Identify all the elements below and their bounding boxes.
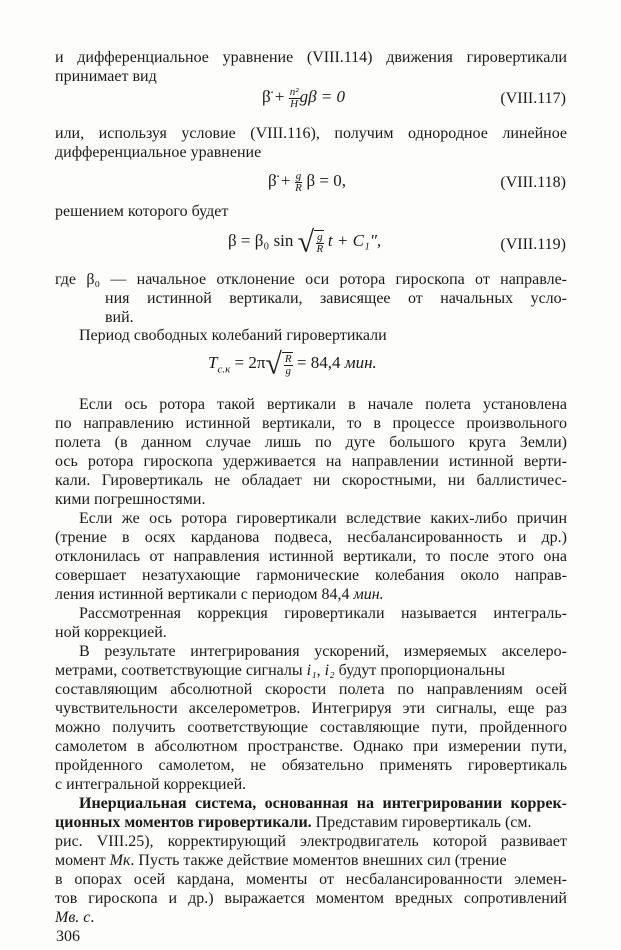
text-line: ционных моментов гировертикали. Представим гировертикаль (см. [55,814,532,831]
text-line: дифференциальное уравнение [55,144,262,161]
text-line: составляющим абсолютной скорости полета по направлениям осей [55,681,567,698]
text-line: пройденного самолетом, не обязательно применять гировертикаль [55,757,567,774]
equation-119: β = β₀ sin √ $\frac{g}{R}$ t + C₁″, [228,225,382,259]
text-line: момент Mк. Пусть также действие моментов внешних сил (трение [55,852,507,869]
equation-number: (VIII.119) [500,236,566,253]
text-line: можно получить соответствующие составляющие пути, пройденного [55,719,567,736]
text-line: кими погрешностями. [55,491,206,508]
equation-number: (VIII.118) [500,174,566,191]
text-line: ния истинной вертикали, зависящее от начальных усло- [105,290,567,307]
text-line: с интегральной коррекцией. [55,776,247,793]
section-heading: Инерциальная система, основанная на интегрировании коррек- [79,795,567,812]
text-line: полета (в данном случае лишь по дуге большого круга Земли) [55,434,567,451]
text-line: Если ось ротора такой вертикали в начале полета установлена [79,396,567,413]
text-line: или, используя условие (VIII.116), получим однородное линейное [55,125,567,142]
text-line: ления истинной вертикали с периодом 84,4 мин. [55,586,384,603]
text-line: Mв. с. [55,909,95,926]
text-line: Если же ось ротора гировертикали вследствие каких-либо причин [79,510,567,527]
text-line: В результате интегрирования ускорений, измеряемых акселеро- [79,643,567,660]
text-line: по направлению истинной вертикали, то в процессе произвольного [55,415,567,432]
text-line: кали. Гировертикаль не обладает ни скоростными, ни баллистичес- [55,472,567,489]
text-line: и дифференциальное уравнение (VIII.114) движения гировертикали [55,49,567,66]
text-line: Рассмотренная коррекция гировертикали называется интеграль- [79,605,567,622]
text-line: чувствительности акселерометров. Интегрируя эти сигналы, еще раз [55,700,567,717]
text-line: совершает незатухающие гармонические колебания около направ- [55,567,567,584]
text-line: отклонилась от направления истинной вертикали, то после этого она [55,548,567,565]
text-line: решением которого будет [55,203,229,220]
text-line: Период свободных колебаний гировертикали [79,327,387,344]
text-line: вий. [105,309,134,326]
page-number: 306 [56,928,80,945]
text-line: ной коррекцией. [55,624,167,641]
text-line: самолетом в абсолютном пространстве. Однако при измерении пути, [55,738,567,755]
equation-number: (VIII.117) [500,90,566,107]
text-line: рис. VIII.25), корректирующий электродвигатель которой развивает [55,833,567,850]
equation-period: $T_{с.к} = 2\pi√$ $\frac{R}{g}$ = 84,4 мин. [208,347,377,381]
text-line: в опорах осей кардана, моменты от несбалансированности элемен- [55,871,567,888]
text-line: тов гироскопа и др.) выражается моментом вредных сопротивлений [55,890,567,907]
equation-117: β̈ + $\frac{\text{n²}}{H}$ gβ = 0 [262,85,346,110]
text-line: принимает вид [55,68,157,85]
text-line: ось ротора гироскопа удерживается на направлении истинной верти- [55,453,567,470]
text-line: метрами, соответствующие сигналы i₁, i₂ будут пропорциональны [55,662,505,679]
text-line: где β₀ — начальное отклонение оси ротора гироскопа от направле- [55,271,567,288]
text-line: (трение в осях карданова подвеса, несбалансированность и др.) [55,529,567,546]
equation-118: β̈ + $\frac{g}{R}$ β = 0, [268,169,346,194]
